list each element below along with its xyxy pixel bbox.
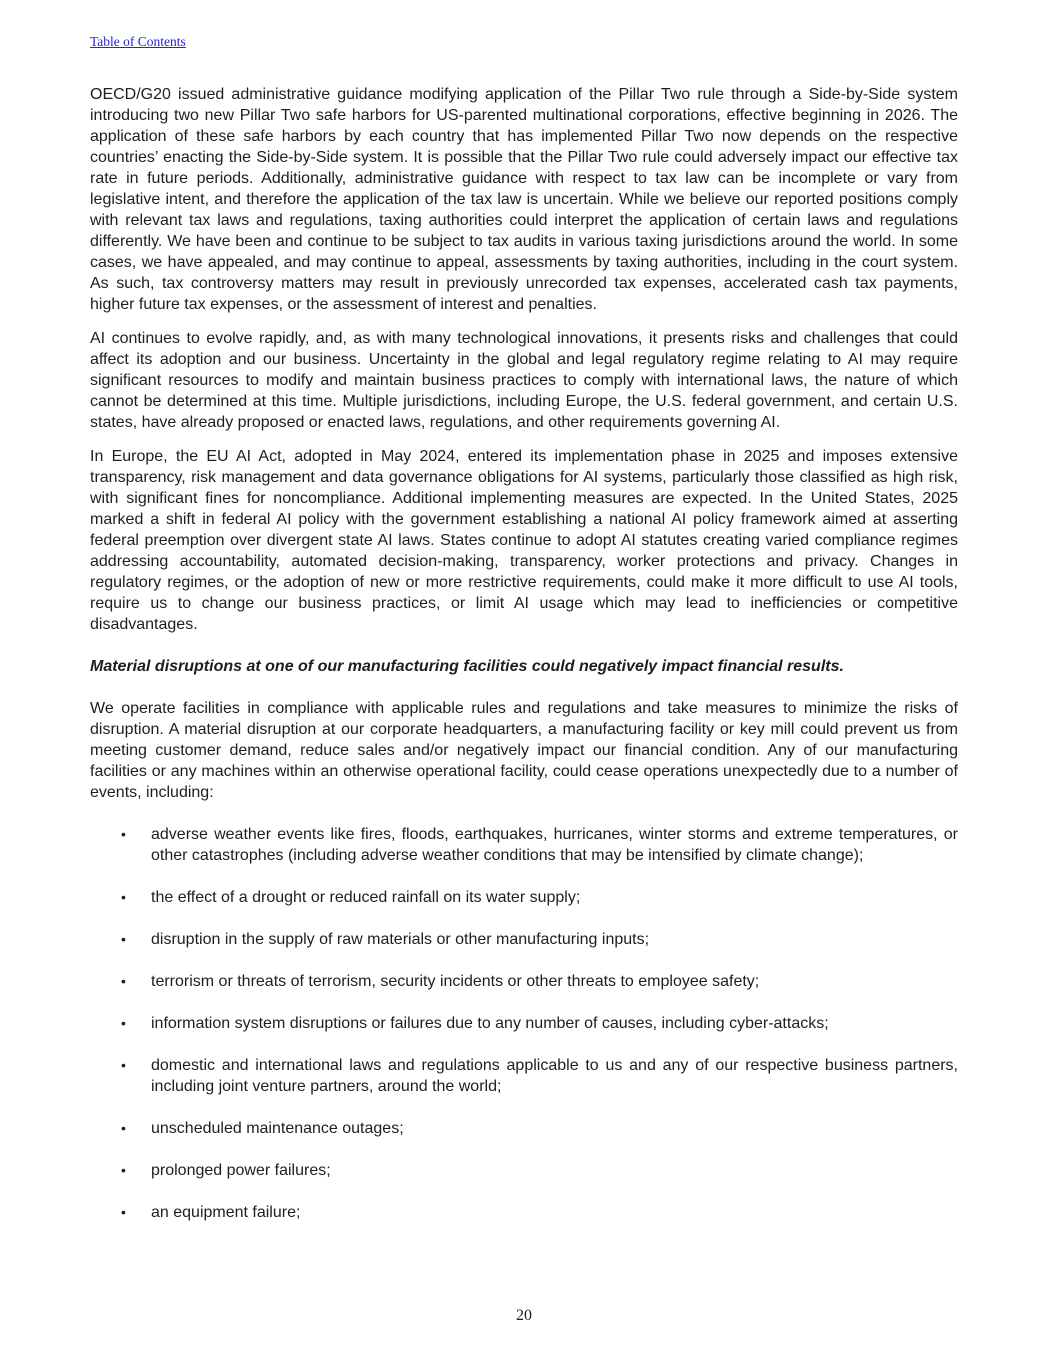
bullet-item xyxy=(90,929,958,950)
bullet-icon: • xyxy=(121,826,126,842)
bullet-text: terrorism or threats of terrorism, security incidents or other threats to employee safety; xyxy=(151,973,760,990)
bullet-item xyxy=(90,1160,958,1181)
bullet-text: adverse weather events like fires, floods, earthquakes, hurricanes, winter storms and extreme temperatures, or other catastrophes (including adverse weather conditions that may be intensified by climate change); xyxy=(151,826,958,864)
paragraph-ai-risks: AI continues to evolve rapidly, and, as with many technological innovations, it presents risks and challenges that could affect its adoption and our business. Uncertainty in the global and legal regulatory regime relating to AI may require significant resources to modify and maintain business practices to comply with international laws, the nature of which cannot be determined at this time. Multiple jurisdictions, including Europe, the U.S. federal government, and certain U.S. states, have already proposed or enacted laws, regulations, and other requirements governing AI. xyxy=(90,330,958,431)
bullet-item xyxy=(90,1055,958,1097)
bullet-text: disruption in the supply of raw materials or other manufacturing inputs; xyxy=(151,931,650,948)
document-body xyxy=(90,84,958,1223)
bullet-item xyxy=(90,971,958,992)
bullet-icon: • xyxy=(121,931,126,947)
bullet-icon: • xyxy=(121,1015,126,1031)
page-number: 20 xyxy=(516,1307,532,1324)
bullet-text: an equipment failure; xyxy=(151,1204,301,1221)
bullet-item xyxy=(90,1013,958,1034)
bullet-icon: • xyxy=(121,889,126,905)
bullet-text: prolonged power failures; xyxy=(151,1162,331,1179)
table-of-contents-link[interactable]: Table of Contents xyxy=(90,34,186,49)
bullet-icon: • xyxy=(121,973,126,989)
risk-bullet-list xyxy=(90,824,958,1223)
section-heading-material-disruptions: Material disruptions at one of our manufacturing facilities could negatively impact financial results. xyxy=(90,658,844,675)
bullet-text: the effect of a drought or reduced rainfall on its water supply; xyxy=(151,889,581,906)
bullet-icon: • xyxy=(121,1162,126,1178)
paragraph-eu-ai-act: In Europe, the EU AI Act, adopted in May 2024, entered its implementation phase in 2025 and imposes extensive transparency, risk management and data governance obligations for AI systems, particularly those classified as high risk, with significant fines for noncompliance. Additional implementing measures are expected. In the United States, 2025 marked a shift in federal AI policy with the government establishing a national AI policy framework aimed at asserting federal preemption over divergent state AI laws. States continue to adopt AI statutes creating varied compliance regimes addressing accountability, automated decision-making, transparency, worker protections and privacy. Changes in regulatory regimes, or the adoption of new or more restrictive requirements, could make it more difficult to use AI tools, require us to change our business practices, or limit AI usage which may lead to inefficiencies or competitive disadvantages. xyxy=(90,448,958,633)
bullet-icon: • xyxy=(121,1057,126,1073)
bullet-icon: • xyxy=(121,1204,126,1220)
bullet-item xyxy=(90,1118,958,1139)
bullet-text: domestic and international laws and regulations applicable to us and any of our respective business partners, including joint venture partners, around the world; xyxy=(151,1057,958,1095)
bullet-text: unscheduled maintenance outages; xyxy=(151,1120,404,1137)
bullet-item xyxy=(90,824,958,866)
bullet-item xyxy=(90,1202,958,1223)
bullet-icon: • xyxy=(121,1120,126,1136)
bullet-item xyxy=(90,887,958,908)
bullet-text: information system disruptions or failures due to any number of causes, including cyber-attacks; xyxy=(151,1015,829,1032)
paragraph-tax-pillar-two: OECD/G20 issued administrative guidance modifying application of the Pillar Two rule through a Side-by-Side system introducing two new Pillar Two safe harbors for US-parented multinational corporations, effective beginning in 2026. The application of these safe harbors by each country that has implemented Pillar Two now depends on the respective countries’ enacting the Side-by-Side system. It is possible that the Pillar Two rule could adversely impact our effective tax rate in future periods. Additionally, administrative guidance with respect to tax law can be incomplete or vary from legislative intent, and therefore the application of the tax law is uncertain. While we believe our reported positions comply with relevant tax laws and regulations, taxing authorities could interpret the application of certain laws and regulations differently. We have been and continue to be subject to tax audits in various taxing jurisdictions around the world. In some cases, we have appealed, and may continue to appeal, assessments by taxing authorities, including in the court system. As such, tax controversy matters may result in previously unrecorded tax expenses, accelerated cash tax payments, higher future tax expenses, or the assessment of interest and penalties. xyxy=(90,86,958,313)
paragraph-facilities-intro: We operate facilities in compliance with applicable rules and regulations and take measures to minimize the risks of disruption. A material disruption at our corporate headquarters, a manufacturing facility or key mill could prevent us from meeting customer demand, reduce sales and/or negatively impact our financial condition. Any of our manufacturing facilities or any machines within an otherwise operational facility, could cease operations unexpectedly due to a number of events, including: xyxy=(90,700,958,801)
